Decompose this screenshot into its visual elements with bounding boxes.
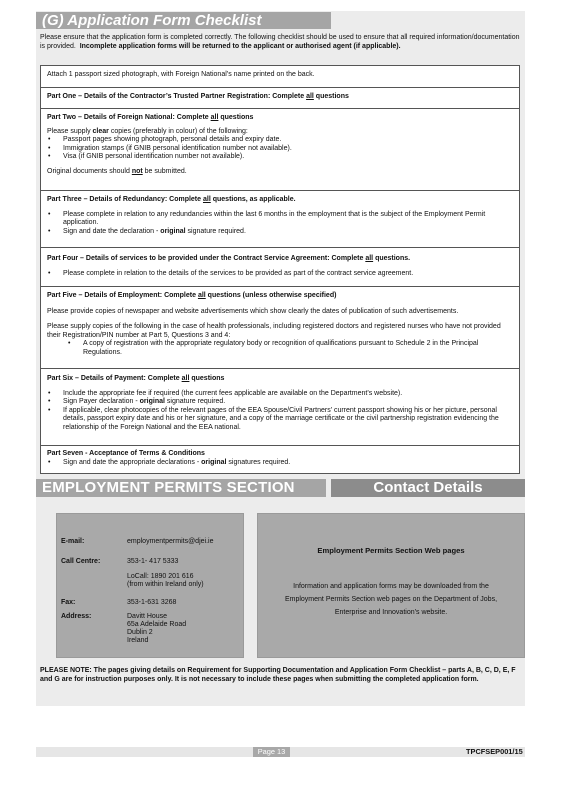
section-title: EMPLOYMENT PERMITS SECTION xyxy=(36,479,326,497)
part-two-heading: Part Two – Details of Foreign National: Complete all questions xyxy=(47,114,254,121)
part-three-row xyxy=(41,190,519,247)
part-four-list xyxy=(47,270,513,279)
please-note: PLEASE NOTE: The pages giving details on Requirement for Supporting Documentation and Application Form Checklist – parts A, B, C, D, E, F and G are for instruction purposes only. It is not necessary to include these pages when submitting the completed application form. xyxy=(40,667,516,683)
part-five-list xyxy=(47,340,513,357)
web-pages-text xyxy=(258,580,524,619)
address-line: Dublin 2 xyxy=(127,629,153,636)
list-item: • A copy of registration with the appropriate regulatory body or recognition of qualifications pursuant to Schedule 2 in the Principal Regulations. xyxy=(47,340,513,357)
list-item: • Include the appropriate fee if required (the current fees applicable are available on the Department’s website). xyxy=(47,390,513,399)
part-seven-row xyxy=(41,445,519,473)
address-line: Ireland xyxy=(127,637,149,644)
part-three-list xyxy=(47,211,513,237)
address-label: Address: xyxy=(61,613,92,620)
intro-text: Please ensure that the application form is completed correctly. The following checklist should be used to ensure that all required information/documentation is provided. xyxy=(40,34,520,50)
part-six-heading: Part Six – Details of Payment: Complete all questions xyxy=(47,375,225,382)
part-four-heading: Part Four – Details of services to be provided under the Contract Service Agreement: Complete all questions. xyxy=(47,255,411,262)
intro-paragraph xyxy=(40,34,522,51)
web-pages-title: Employment Permits Section Web pages xyxy=(317,546,465,555)
part-six-row xyxy=(41,368,519,445)
email-label: E-mail: xyxy=(61,538,85,545)
part-six-list xyxy=(47,390,513,433)
web-line: Employment Permits Section web pages on the Department of Jobs, xyxy=(284,596,498,603)
part-two-original-note: Original documents should not be submitted. xyxy=(47,167,187,175)
part-three-heading: Part Three – Details of Redundancy: Complete all questions, as applicable. xyxy=(47,196,296,203)
list-item: • Sign and date the appropriate declarations - original signatures required. xyxy=(47,459,513,468)
call-centre-label: Call Centre: xyxy=(61,558,101,565)
email-address[interactable]: employmentpermits@djei.ie xyxy=(127,538,214,545)
part-two-row xyxy=(41,108,519,190)
part-two-list xyxy=(47,136,513,162)
contact-box xyxy=(56,513,244,658)
photo-row xyxy=(41,66,519,87)
contact-details-title: Contact Details xyxy=(331,479,525,497)
part-seven-heading: Part Seven - Acceptance of Terms & Conditions xyxy=(47,450,205,457)
list-item: • Passport pages showing photograph, personal details and expiry date. xyxy=(47,136,513,145)
list-item: • Immigration stamps (if GNIB personal identification number not available). xyxy=(47,145,513,154)
list-item: • Sign and date the declaration - original signature required. xyxy=(47,228,513,237)
list-item: • Please complete in relation to the details of the services to be provided as part of the contract service agreement. xyxy=(47,270,513,279)
page-title: (G) Application Form Checklist xyxy=(42,12,262,29)
web-pages-box xyxy=(257,513,525,658)
photo-instruction: Attach 1 passport sized photograph, with Foreign National’s name printed on the back. xyxy=(47,71,315,78)
list-item: • Visa (if GNIB personal identification number not available). xyxy=(47,153,513,162)
part-five-heading: Part Five – Details of Employment: Complete all questions (unless otherwise specified) xyxy=(47,292,337,299)
part-one-row xyxy=(41,87,519,108)
list-item: • Please complete in relation to any redundancies within the last 6 months in the employment that is the subject of the Employment Permit application. xyxy=(47,211,513,228)
part-two-supply: Please supply clear copies (preferably in colour) of the following: xyxy=(47,127,248,135)
list-item: • If applicable, clear photocopies of the relevant pages of the EEA Spouse/Civil Partners’ current passport showing his or her picture, personal details, passport expiry date and his or her signature, and a copy of the marriage certificate or the civil partnership registration evidencing the relationship of the Foreign National and the EEA national. xyxy=(47,407,513,433)
address-line: Davitt House xyxy=(127,613,168,620)
intro-warning: Incomplete application forms will be returned to the applicant or authorised agent (if applicable). xyxy=(79,42,401,50)
locall-note: (from within Ireland only) xyxy=(127,581,204,588)
checklist-table xyxy=(40,65,520,474)
part-seven-list xyxy=(47,459,513,468)
web-line: Enterprise and Innovation’s website. xyxy=(334,609,448,616)
document-reference: TPCFSEP001/15 xyxy=(466,747,523,756)
part-four-row xyxy=(41,247,519,286)
page-number: Page 13 xyxy=(253,747,290,757)
web-line: Information and application forms may be downloaded from the xyxy=(293,583,489,590)
call-centre-number: 353-1- 417 5333 xyxy=(127,558,179,565)
fax-number: 353-1-631 3268 xyxy=(127,599,177,606)
part-one-heading: Part One – Details of the Contractor’s Trusted Partner Registration: Complete all questions xyxy=(47,93,349,100)
part-five-health: Please supply copies of the following in the case of health professionals, including registered doctors and registered nurses who have not provided their Registration/PIN number at Part 5, Questions 3 and 4: xyxy=(47,323,501,339)
part-five-row xyxy=(41,286,519,368)
address-line: 65a Adelaide Road xyxy=(127,621,187,628)
list-item: • Sign Payer declaration - original signature required. xyxy=(47,398,513,407)
part-five-adverts: Please provide copies of newspaper and website advertisements which show clearly the dates of publication of such advertisements. xyxy=(47,307,459,315)
fax-label: Fax: xyxy=(61,599,76,606)
locall-number: LoCall: 1890 201 616 xyxy=(127,573,194,580)
